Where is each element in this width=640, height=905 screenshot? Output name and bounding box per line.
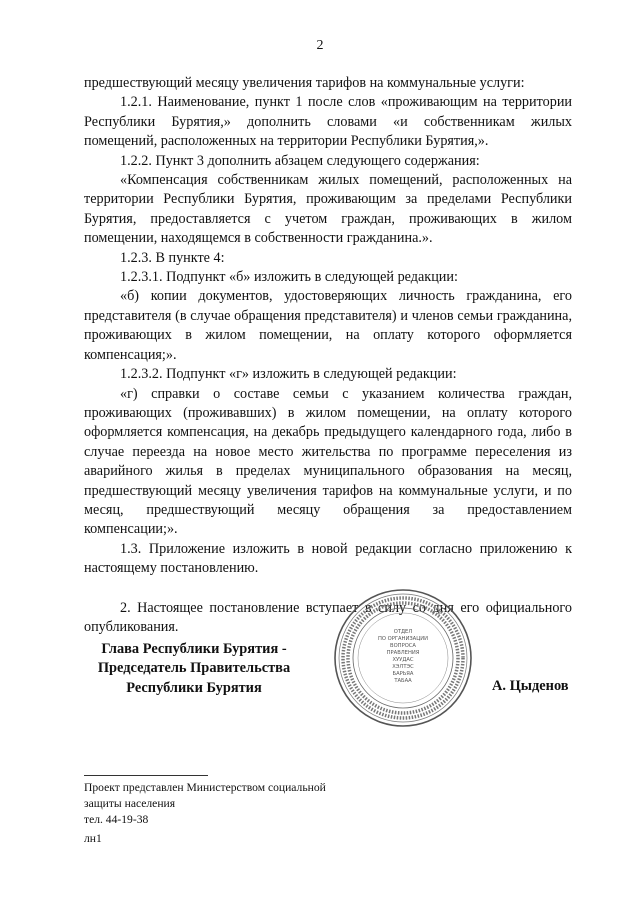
paragraph: 1.2.3.1. Подпункт «б» изложить в следующей редакции: <box>120 269 458 286</box>
svg-text:ХУУДАС: ХУУДАС <box>392 657 414 663</box>
paragraph: «Компенсация собственникам жилых помещений, расположенных на территории Республики Бурятия, проживающим за пределами Республики Бурятия, предоставляется с учетом граждан, проживающих в жилом помещении, находящемся в собственности гражданина.». <box>84 172 572 247</box>
footnote <box>84 780 326 828</box>
paragraph-spacer <box>84 579 572 599</box>
signer-title-line: Глава Республики Бурятия - <box>101 641 287 657</box>
footnote-divider <box>84 775 208 776</box>
svg-text:ПО ОРГАНИЗАЦИИ: ПО ОРГАНИЗАЦИИ <box>377 636 429 642</box>
svg-text:БАРЬЯА: БАРЬЯА <box>392 671 414 677</box>
paragraph: 1.3. Приложение изложить в новой редакции согласно приложению к настоящему постановлению. <box>84 540 572 577</box>
svg-text:ХЭЛТЭС: ХЭЛТЭС <box>392 664 414 670</box>
signer-name: А. Цыденов <box>492 678 569 694</box>
paragraph: 1.2.1. Наименование, пункт 1 после слов «проживающим на территории Республики Бурятия,» дополнить словами «и собственникам жилых помещений, расположенных на территории Республики Бурятия,». <box>84 94 572 150</box>
paragraph: 1.2.3. В пункте 4: <box>120 249 225 266</box>
footnote-line: Проект представлен Министерством социальной <box>84 781 326 794</box>
paragraph: «г) справки о составе семьи с указанием количества граждан, проживающих (проживавших) в жилом помещении, на оплату которого оформляется компенсация, на декабрь предыдущего календарного года, либо в случае переезда на новое место жительства по программе переселения из аварийного жилья в пределах муниципального образования на месяц, предшествующий месяцу увеличения тарифов на коммунальные услуги, и по месяц, предшествующий месяцу обращения за предоставлением компенсации;». <box>84 385 572 538</box>
paragraph: 1.2.3.2. Подпункт «г» изложить в следующей редакции: <box>120 366 457 383</box>
signer-title-line: Председатель Правительства <box>97 660 291 677</box>
sheet-mark: лн1 <box>84 832 102 845</box>
svg-text:ПРАВЛЕНИЯ: ПРАВЛЕНИЯ <box>386 650 420 656</box>
signer-title-line: Республики Бурятия <box>126 679 262 696</box>
paragraph: предшествующий месяцу увеличения тарифов на коммунальные услуги: <box>84 75 525 91</box>
svg-text:ВОПРОСА: ВОПРОСА <box>390 643 416 649</box>
page-number: 2 <box>316 38 324 53</box>
paragraph: 2. Настоящее постановление вступает в силу со дня его официального опубликования. <box>84 599 572 635</box>
footnote-line: защиты населения <box>84 797 176 810</box>
footnote-line: тел. 44-19-38 <box>84 813 149 826</box>
paragraph: «б) копии документов, удостоверяющих личность гражданина, его представителя (в случае обращения представителя) и членов семьи гражданина, проживающих в жилом помещении, на оплату которого оформляется компенсация;». <box>84 288 572 363</box>
signer-title <box>84 640 304 698</box>
paragraph: 1.2.2. Пункт 3 дополнить абзацем следующего содержания: <box>120 152 480 169</box>
svg-text:ТАБАА: ТАБАА <box>394 678 412 684</box>
document-body <box>84 74 572 637</box>
svg-text:ОТДЕЛ: ОТДЕЛ <box>393 629 413 635</box>
official-seal <box>333 588 473 728</box>
